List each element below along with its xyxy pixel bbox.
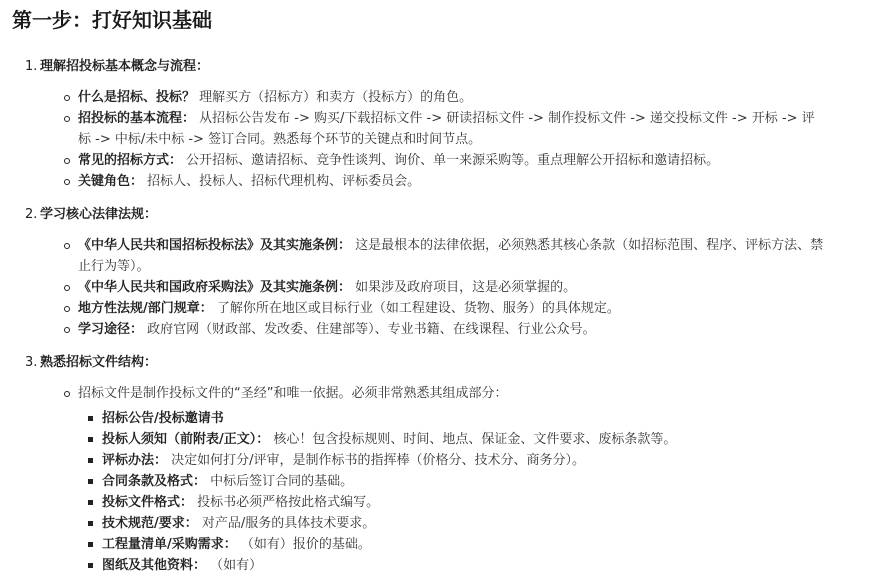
item-text: 如果涉及政府项目，这是必须掌握的。 [355, 280, 577, 295]
item-text: 投标书必须严格按此格式编写。 [197, 495, 380, 510]
page-title: 第一步：打好知识基础 [12, 8, 212, 32]
steps-list [12, 56, 869, 576]
section-heading [25, 56, 869, 77]
item-text: 决定如何打分/评审，是制作标书的指挥棒（价格分、技术分、商务分）。 [171, 453, 586, 468]
list-item [78, 150, 869, 171]
item-term: 图纸及其他资料： [102, 558, 207, 573]
list-item [78, 87, 869, 108]
item-text: 了解你所在地区或目标行业（如工程建设、货物、服务）的具体规定。 [216, 301, 620, 316]
item-text: 理解买方（招标方）和卖方（投标方）的角色。 [199, 90, 473, 105]
item-term: 技术规范/要求： [102, 516, 198, 531]
list-item [78, 383, 869, 576]
item-text: 从招标公告发布 -> 购买/下载招标文件 -> 研读招标文件 -> 制作投标文件 -> 递交投标文件 -> 开标 -> 评标 -> 中标/未中标 -> 签订合同。熟悉每个环节的关键点和时间节点。 [78, 111, 815, 147]
item-term: 什么是招标、投标？ [78, 90, 196, 105]
item-term: 常见的招标方式： [78, 153, 183, 168]
concepts-list [40, 87, 869, 192]
list-item [78, 277, 869, 298]
list-item [78, 235, 869, 277]
laws-list [40, 235, 869, 340]
doc-part-item [102, 450, 825, 471]
tender-docs-list [40, 383, 869, 576]
item-term: 关键角色： [78, 174, 144, 189]
section-laws [25, 204, 869, 340]
section-heading [25, 352, 869, 373]
item-term: 《中华人民共和国政府采购法》及其实施条例： [78, 280, 352, 295]
item-text: （如有） [210, 558, 263, 573]
section-title: 理解招投标基本概念与流程： [40, 59, 210, 74]
item-text: 核心！包含投标规则、时间、地点、保证金、文件要求、废标条款等。 [273, 432, 677, 447]
item-term: 投标人须知（前附表/正文）： [102, 432, 270, 447]
section-heading [25, 204, 869, 225]
section-number: 3. [25, 355, 38, 370]
section-concepts [25, 56, 869, 192]
item-term: 招投标的基本流程： [78, 111, 196, 126]
item-text: 中标后签订合同的基础。 [210, 474, 354, 489]
item-term: 评标办法： [102, 453, 168, 468]
doc-part-item [102, 471, 825, 492]
item-text: 对产品/服务的具体技术要求。 [201, 516, 376, 531]
item-text: 政府官网（财政部、发改委、住建部等）、专业书籍、在线课程、行业公众号。 [147, 322, 596, 337]
doc-part-item [102, 555, 825, 576]
item-term: 学习途径： [78, 322, 144, 337]
list-item [78, 171, 869, 192]
list-item [78, 298, 869, 319]
item-text: 公开招标、邀请招标、竞争性谈判、询价、单一来源采购等。重点理解公开招标和邀请招标。 [186, 153, 720, 168]
list-item [78, 319, 869, 340]
item-term: 地方性法规/部门规章： [78, 301, 213, 316]
section-intro: 招标文件是制作投标文件的“圣经”和唯一依据。必须非常熟悉其组成部分： [78, 386, 508, 401]
doc-part-item [102, 408, 825, 429]
item-text: （如有）报价的基础。 [240, 537, 371, 552]
item-term: 工程量清单/采购需求： [102, 537, 237, 552]
item-term: 招标公告/投标邀请书 [102, 411, 224, 426]
section-number: 1. [25, 59, 38, 74]
doc-part-item [102, 534, 825, 555]
item-text: 招标人、投标人、招标代理机构、评标委员会。 [147, 174, 421, 189]
section-title: 学习核心法律法规： [40, 207, 158, 222]
list-item [78, 108, 869, 150]
item-term: 《中华人民共和国招标投标法》及其实施条例： [78, 238, 352, 253]
doc-part-item [102, 429, 825, 450]
section-number: 2. [25, 207, 38, 222]
item-text: 这是最根本的法律依据，必须熟悉其核心条款（如招标范围、程序、评标方法、禁止行为等）。 [78, 238, 824, 274]
section-title: 熟悉招标文件结构： [40, 355, 158, 370]
doc-parts-list [78, 408, 825, 576]
item-term: 合同条款及格式： [102, 474, 207, 489]
section-tender-docs [25, 352, 869, 576]
doc-part-item [102, 492, 825, 513]
doc-part-item [102, 513, 825, 534]
item-term: 投标文件格式： [102, 495, 194, 510]
